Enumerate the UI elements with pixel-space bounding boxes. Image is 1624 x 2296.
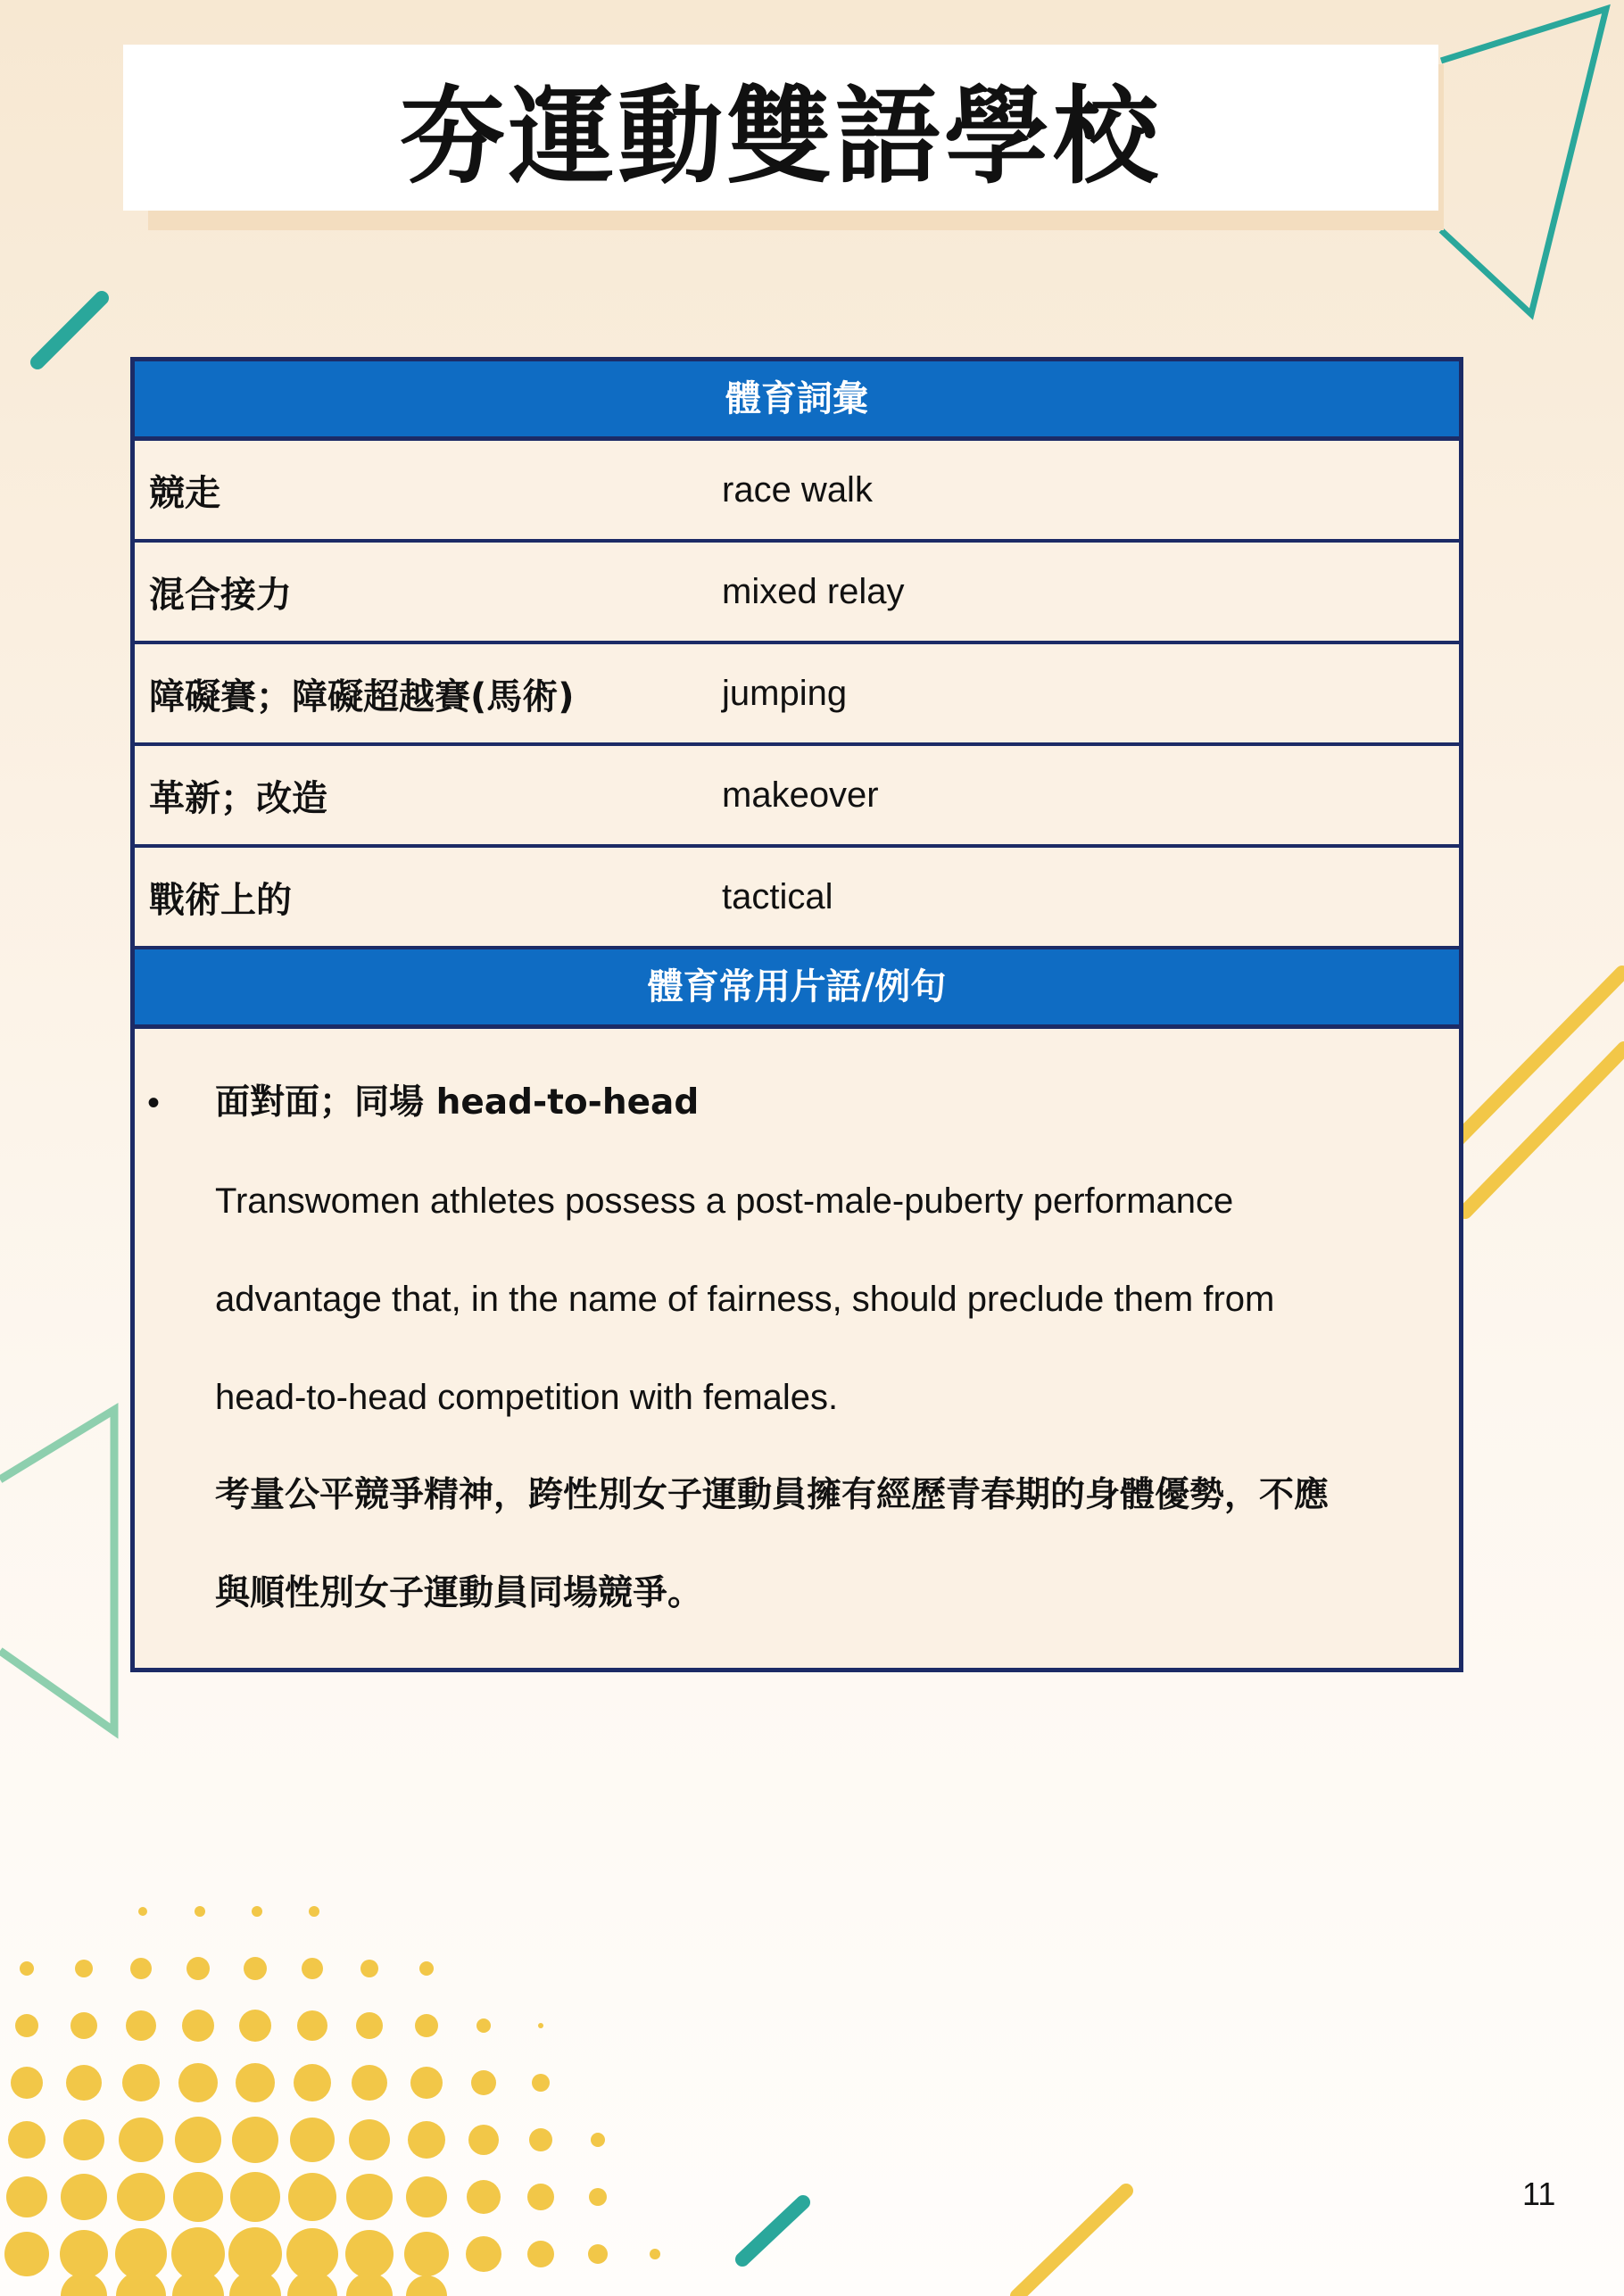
vocabulary-term-zh: 障礙賽；障礙超越賽(馬術) (149, 676, 575, 717)
title-banner (123, 45, 1438, 211)
vocabulary-term-en: makeover (722, 775, 879, 815)
vocabulary-row (135, 746, 1459, 848)
example-sentence-zh: 與順性別女子運動員同場競爭。 (215, 1573, 703, 1613)
vocabulary-term-zh: 競走 (149, 472, 220, 514)
vocabulary-term-en: mixed relay (722, 571, 905, 611)
example-sentence-en: advantage that, in the name of fairness, should preclude them from (215, 1280, 1275, 1319)
page-title: 夯運動雙語學校 (399, 75, 1162, 198)
phrases-heading: 體育常用片語/例句 (135, 949, 1459, 1029)
yellow-line-decoration (1017, 2191, 1126, 2296)
halftone-dots-decoration (4, 1906, 660, 2296)
vocabulary-row (135, 543, 1459, 644)
vocabulary-row (135, 441, 1459, 543)
teal-dash-decoration (37, 298, 102, 362)
vocabulary-heading: 體育詞彙 (135, 361, 1459, 441)
vocabulary-term-en: tactical (722, 876, 833, 916)
yellow-line-decoration (1465, 1049, 1624, 1212)
vocabulary-row (135, 644, 1459, 746)
vocabulary-term-en: jumping (722, 673, 848, 713)
vocabulary-term-zh: 戰術上的 (149, 879, 292, 921)
page-number: 11 (1522, 2176, 1556, 2212)
vocabulary-table (130, 357, 1463, 1672)
example-sentence-en: head-to-head competition with females. (215, 1378, 839, 1417)
phrase-section (135, 1029, 1459, 1668)
bullet-marker: • (147, 1083, 161, 1123)
vocabulary-term-zh: 革新；改造 (149, 777, 327, 819)
phrase-term: 面對面；同場 head-to-head (215, 1082, 700, 1123)
teal-dash-decoration (742, 2202, 803, 2259)
example-sentence-zh: 考量公平競爭精神，跨性別女子運動員擁有經歷青春期的身體優勢，不應 (215, 1475, 1330, 1515)
example-sentence-en: Transwomen athletes possess a post-male-puberty performance (215, 1181, 1234, 1221)
vocabulary-row (135, 848, 1459, 949)
vocabulary-term-zh: 混合接力 (149, 574, 292, 616)
mint-triangle-decoration (0, 1410, 114, 1731)
teal-triangle-decoration (1441, 9, 1606, 314)
vocabulary-term-en: race walk (722, 469, 873, 510)
